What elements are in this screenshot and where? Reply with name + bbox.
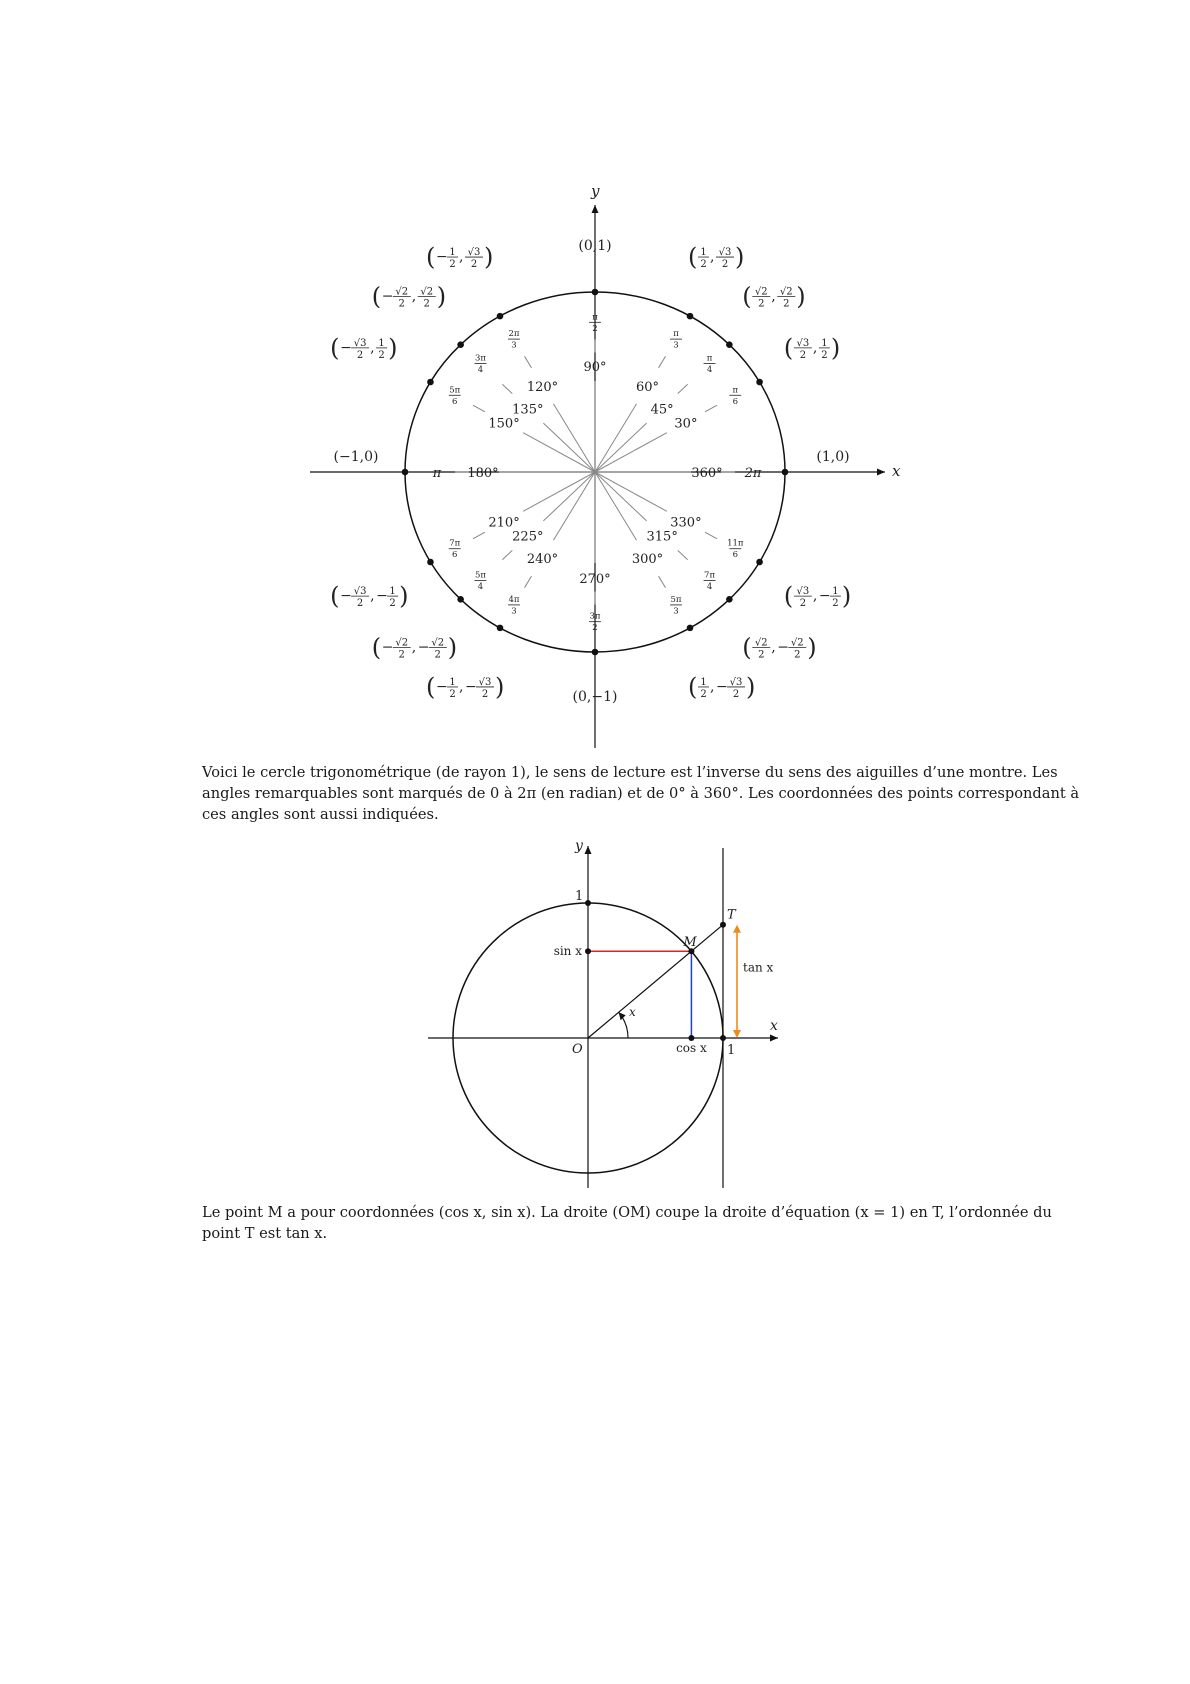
- angle-210-coordinates-den1: 2: [356, 598, 364, 610]
- angle-330-coordinates-den2: 2: [832, 598, 839, 610]
- angle-label: x: [629, 1005, 636, 1019]
- angle-315-coordinates-comma: ,: [771, 639, 776, 656]
- angle-330-coordinates-num1: √3: [796, 586, 810, 598]
- angle-210-coordinates-lparen: (: [330, 582, 340, 611]
- angle-135-coordinates-comma: ,: [411, 288, 417, 305]
- angle-135-coordinates-rparen: ): [436, 282, 447, 311]
- angle-150-radian-den: 6: [451, 396, 458, 407]
- angle-330-radian-num: 11π: [727, 538, 744, 549]
- angle-240-coordinates-num2: √3: [478, 676, 492, 688]
- angle-45-coordinates-den2: 2: [783, 298, 790, 310]
- angle-30-coordinates-comma: ,: [812, 339, 818, 356]
- angle-240-coordinates-sign2: −: [465, 678, 477, 695]
- angle-135-radian-den: 4: [477, 364, 484, 375]
- angle-30-coordinates-lparen: (: [783, 333, 794, 362]
- angle-315-degree: 315°: [646, 529, 678, 545]
- angle-150-coordinates-num1: √3: [353, 337, 367, 349]
- angle-300-coordinates-num2: √3: [729, 676, 743, 688]
- x-axis-label: x: [892, 462, 901, 480]
- angle-330-radian-den: 6: [732, 550, 739, 561]
- angle-240-coordinates-comma: ,: [459, 678, 464, 695]
- angle-150-coordinates-rparen: ): [388, 333, 398, 362]
- y-axis-arrow: [585, 846, 592, 854]
- angle-210-coordinates-den2: 2: [389, 598, 396, 610]
- angle-300-coordinates-lparen: (: [688, 672, 698, 701]
- angle-240-degree: 240°: [526, 552, 559, 568]
- angle-270-radian-num: 3π: [589, 611, 601, 622]
- angle-30-coordinates-num2: 1: [821, 337, 828, 349]
- angle-225-coordinates-num1: √2: [395, 637, 409, 649]
- angle-240-coordinates-num1: 1: [449, 676, 456, 688]
- tan-arrow-bottom: [733, 1030, 741, 1038]
- angle-60-coordinates-den2: 2: [721, 259, 729, 271]
- angle-315-coordinates-num2: √2: [790, 637, 804, 649]
- angle-150-coordinates-comma: ,: [370, 339, 375, 356]
- angle-330-coordinates-num2: 1: [832, 586, 839, 598]
- description-line-1: Voici le cercle trigonométrique (de rayon 1), le sens de lecture est l’inverse du sens des aiguilles d’une montre. Les: [202, 764, 1058, 781]
- angle-30-radian-den: 6: [732, 396, 739, 407]
- angle-60-coordinates-lparen: (: [688, 243, 698, 272]
- angle-45-degree: 45°: [650, 402, 674, 418]
- angle-315-radian-num: 7π: [704, 570, 716, 581]
- point-T: [720, 922, 726, 928]
- angle-90-degree: 90°: [583, 359, 607, 375]
- angle-210-degree: 210°: [488, 515, 520, 531]
- angle-120-coordinates-num2: √3: [467, 247, 481, 259]
- point-one: [720, 1035, 726, 1041]
- angle-225-coordinates-lparen: (: [371, 633, 382, 662]
- description-line-2: angles remarquables sont marqués de 0 à 2π (en radian) et de 0° à 360°. Les coordonnées des points correspondant à: [202, 785, 1080, 802]
- angle-300-coordinates-sign2: −: [716, 678, 728, 695]
- angle-60-coordinates-den1: 2: [700, 259, 707, 271]
- angle-30-coordinates-rparen: ): [830, 333, 841, 362]
- angle-240-radian-num: 4π: [508, 594, 520, 605]
- angle-300-coordinates-comma: ,: [710, 678, 715, 695]
- angle-315-coordinates-den1: 2: [758, 649, 765, 661]
- angle-225-coordinates-sign2: −: [417, 639, 430, 656]
- angle-300-coordinates-den1: 2: [700, 688, 707, 700]
- angle-30-coordinates-den2: 2: [821, 349, 828, 361]
- angle-30-degree: 30°: [674, 416, 698, 432]
- angle-225-coordinates-num2: √2: [431, 637, 445, 649]
- angle-150-radian-num: 5π: [449, 385, 461, 396]
- angle-150-coordinates-lparen: (: [330, 333, 340, 362]
- angle-60-radian-num: π: [673, 329, 679, 340]
- sin-point: [585, 948, 591, 954]
- angle-60-coordinates-comma: ,: [710, 249, 715, 266]
- point-M-label: M: [683, 935, 697, 951]
- angle-270-degree: 270°: [579, 572, 611, 588]
- angle-225-radian-num: 5π: [474, 570, 486, 581]
- angle-180-radian: π: [432, 466, 442, 481]
- angle-270-radian-den: 2: [592, 623, 598, 634]
- angle-150-coordinates-sign1: −: [340, 339, 352, 356]
- angle-135-coordinates-num2: √2: [420, 286, 434, 298]
- angle-330-coordinates-sign2: −: [818, 588, 831, 605]
- tan-label: tan x: [743, 960, 774, 975]
- angle-225-radian-den: 4: [477, 582, 484, 593]
- angle-300-coordinates-den2: 2: [732, 688, 740, 700]
- x-axis-label: x: [770, 1018, 778, 1034]
- angle-240-coordinates-den1: 2: [449, 688, 456, 700]
- angle-150-coordinates-num2: 1: [378, 337, 385, 349]
- angle-210-radian-den: 6: [451, 550, 458, 561]
- angle-135-radian-num: 3π: [474, 353, 486, 364]
- angle-180-coordinates: (−1,0): [333, 449, 379, 465]
- angle-210-coordinates-comma: ,: [370, 588, 375, 605]
- one-y-label: 1: [575, 889, 584, 904]
- angle-330-coordinates-lparen: (: [783, 582, 794, 611]
- description-line-3: ces angles sont aussi indiquées.: [202, 806, 439, 823]
- point-T-label: T: [727, 907, 736, 923]
- angle-210-radian-num: 7π: [449, 538, 461, 549]
- angle-225-coordinates-comma: ,: [411, 639, 417, 656]
- angle-0-radian: 2π: [744, 466, 762, 481]
- angle-60-coordinates-rparen: ): [735, 243, 745, 272]
- angle-270-coordinates: (0,−1): [572, 689, 618, 705]
- angle-135-degree: 135°: [512, 402, 544, 418]
- angle-arc-arrow: [619, 1012, 626, 1020]
- angle-45-radian-den: 4: [706, 364, 713, 375]
- angle-135-coordinates-sign1: −: [381, 288, 394, 305]
- y-axis-label: y: [591, 182, 600, 200]
- cos-label: cos x: [676, 1041, 707, 1055]
- angle-120-coordinates-den1: 2: [449, 259, 456, 271]
- angle-240-radian-den: 3: [511, 606, 517, 617]
- angle-315-coordinates-num1: √2: [754, 637, 768, 649]
- angle-120-radian-den: 3: [511, 340, 517, 351]
- angle-45-radian-num: π: [706, 353, 713, 364]
- angle-135-coordinates-den1: 2: [398, 298, 405, 310]
- x-axis-arrow: [770, 1035, 778, 1042]
- angle-45-coordinates-num1: √2: [754, 286, 768, 298]
- angle-135-coordinates-num1: √2: [395, 286, 409, 298]
- angle-150-degree: 150°: [488, 416, 520, 432]
- angle-315-coordinates-den2: 2: [794, 649, 801, 661]
- angle-225-coordinates-den2: 2: [434, 649, 441, 661]
- angle-90-radian-num: π: [592, 312, 598, 323]
- angle-120-degree: 120°: [526, 379, 559, 395]
- angle-300-coordinates-rparen: ): [746, 672, 756, 701]
- line-OM: [588, 925, 723, 1038]
- angle-330-coordinates-comma: ,: [812, 588, 818, 605]
- angle-300-coordinates-num1: 1: [700, 676, 707, 688]
- angle-135-coordinates-lparen: (: [371, 282, 382, 311]
- angle-45-coordinates-num2: √2: [779, 286, 793, 298]
- tan-arrow-top: [733, 925, 741, 933]
- point-y-one: [585, 900, 591, 906]
- angle-60-radian-den: 3: [673, 340, 679, 351]
- angle-240-coordinates-sign1: −: [436, 678, 448, 695]
- angle-225-coordinates-rparen: ): [447, 633, 458, 662]
- angle-210-coordinates-sign2: −: [376, 588, 388, 605]
- angle-315-coordinates-sign2: −: [777, 639, 789, 656]
- tangent-line-2: point T est tan x.: [202, 1225, 328, 1242]
- angle-300-radian-den: 3: [673, 606, 679, 617]
- angle-135-coordinates-den2: 2: [423, 298, 430, 310]
- y-axis-label: y: [575, 838, 583, 854]
- angle-90-radian-den: 2: [592, 323, 598, 334]
- angle-30-coordinates-den1: 2: [799, 349, 807, 361]
- angle-120-coordinates-den2: 2: [470, 259, 478, 271]
- angle-225-degree: 225°: [512, 529, 544, 545]
- angle-210-coordinates-num2: 1: [389, 586, 396, 598]
- angle-240-coordinates-den2: 2: [481, 688, 489, 700]
- angle-45-coordinates-comma: ,: [771, 288, 776, 305]
- angle-30-coordinates-num1: √3: [796, 337, 810, 349]
- angle-240-coordinates-lparen: (: [426, 672, 436, 701]
- angle-240-coordinates-rparen: ): [495, 672, 505, 701]
- angle-300-degree: 300°: [631, 552, 664, 568]
- tangent-description: [202, 1202, 1052, 1244]
- angle-210-coordinates-rparen: ): [399, 582, 409, 611]
- angle-210-coordinates-num1: √3: [353, 586, 367, 598]
- angle-120-radian-num: 2π: [508, 329, 520, 340]
- angle-120-coordinates-lparen: (: [426, 243, 436, 272]
- angle-150-coordinates-den2: 2: [378, 349, 385, 361]
- angle-330-coordinates-rparen: ): [841, 582, 852, 611]
- angle-180-degree: 180°: [467, 466, 499, 481]
- tangent-line-1: Le point M a pour coordonnées (cos x, sin x). La droite (OM) coupe la droite d’équation (x = 1) en T, l’ordonnée du: [202, 1204, 1052, 1221]
- angle-120-coordinates-rparen: ): [484, 243, 494, 272]
- angle-0-coordinates: (1,0): [816, 449, 850, 465]
- angle-120-coordinates-num1: 1: [449, 247, 456, 259]
- angle-60-coordinates-num2: √3: [718, 247, 732, 259]
- angle-90-coordinates: (0,1): [578, 238, 612, 254]
- angle-225-coordinates-sign1: −: [381, 639, 394, 656]
- angle-330-coordinates-den1: 2: [799, 598, 807, 610]
- angle-60-degree: 60°: [635, 379, 660, 395]
- angle-30-radian-num: π: [732, 385, 739, 396]
- angle-330-degree: 330°: [670, 515, 702, 531]
- sin-label: sin x: [553, 944, 582, 959]
- angle-225-coordinates-den1: 2: [398, 649, 405, 661]
- angle-45-coordinates-den1: 2: [758, 298, 765, 310]
- angle-315-coordinates-lparen: (: [742, 633, 752, 662]
- angle-210-coordinates-sign1: −: [340, 588, 352, 605]
- angle-120-coordinates-comma: ,: [459, 249, 464, 266]
- angle-60-coordinates-num1: 1: [700, 247, 707, 259]
- angle-45-coordinates-lparen: (: [742, 282, 752, 311]
- angle-120-coordinates-sign1: −: [436, 249, 448, 266]
- one-x-label: 1: [727, 1043, 736, 1058]
- angle-45-coordinates-rparen: ): [796, 282, 806, 311]
- angle-315-coordinates-rparen: ): [807, 633, 817, 662]
- origin-label: O: [572, 1042, 583, 1057]
- angle-315-radian-den: 4: [706, 582, 713, 593]
- angle-300-radian-num: 5π: [670, 594, 682, 605]
- angle-150-coordinates-den1: 2: [356, 349, 364, 361]
- angle-0-degree: 360°: [691, 466, 723, 481]
